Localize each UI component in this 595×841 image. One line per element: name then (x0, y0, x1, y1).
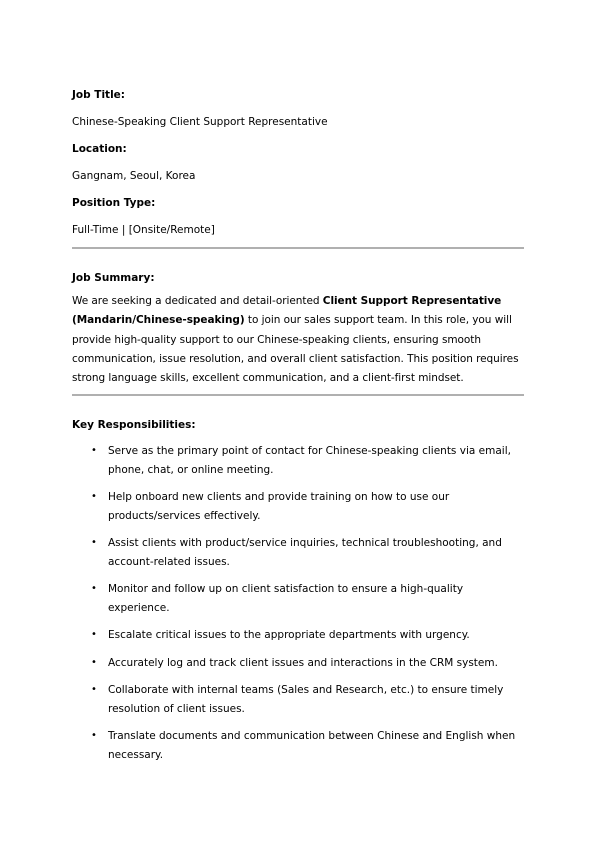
job-posting (72, 87, 524, 773)
list-item (72, 626, 524, 645)
bullet-icon: • (91, 537, 97, 549)
list-item (72, 442, 524, 479)
responsibility-text: Monitor and follow up on client satisfaction to ensure a high-quality experience. (108, 583, 464, 614)
bullet-icon: • (91, 730, 97, 742)
job-title-heading: Job Title: (72, 89, 125, 101)
responsibility-text: Translate documents and communication between Chinese and English when necessary. (108, 730, 516, 761)
list-item (72, 534, 524, 571)
list-item (72, 488, 524, 525)
position-type-heading: Position Type: (72, 197, 156, 209)
responsibility-text: Collaborate with internal teams (Sales and Research, etc.) to ensure timely resolution of client issues. (108, 684, 504, 715)
job-summary-text (72, 292, 524, 388)
job-summary-intro: We are seeking a dedicated and detail-oriented (72, 295, 323, 307)
job-summary-role: Client Support Representative (Mandarin/Chinese-speaking) (72, 295, 502, 327)
list-item (72, 654, 524, 673)
responsibility-text: Serve as the primary point of contact for Chinese-speaking clients via email, phone, chat, or online meeting. (108, 445, 511, 476)
position-type-value: Full-Time | [Onsite/Remote] (72, 224, 215, 236)
location-heading: Location: (72, 143, 127, 155)
bullet-icon: • (91, 445, 97, 457)
responsibility-text: Assist clients with product/service inquiries, technical troubleshooting, and account-related issues. (108, 537, 502, 568)
responsibility-text: Accurately log and track client issues and interactions in the CRM system. (108, 656, 498, 669)
bullet-icon: • (91, 684, 97, 696)
list-item (72, 727, 524, 764)
bullet-icon: • (91, 656, 97, 668)
responsibility-text: Escalate critical issues to the appropriate departments with urgency. (108, 629, 470, 642)
bullet-icon: • (91, 583, 97, 595)
bullet-icon: • (91, 629, 97, 641)
job-summary-rest: to join our sales support team. In this role, you will provide high-quality support to our Chinese-speaking clients, ensuring smooth communication, issue resolution, and overall client satisfaction. This position requires strong language skills, excellent communication, and a client-first mindset. (72, 314, 519, 385)
responsibilities-list (72, 442, 524, 764)
location-value: Gangnam, Seoul, Korea (72, 170, 196, 182)
key-responsibilities-heading: Key Responsibilities: (72, 419, 196, 432)
bullet-icon: • (91, 491, 97, 503)
list-item (72, 681, 524, 718)
list-item (72, 580, 524, 617)
job-title-value: Chinese-Speaking Client Support Representative (72, 116, 328, 128)
job-summary-heading: Job Summary: (72, 272, 155, 284)
responsibility-text: Help onboard new clients and provide training on how to use our products/services effectively. (108, 491, 450, 522)
